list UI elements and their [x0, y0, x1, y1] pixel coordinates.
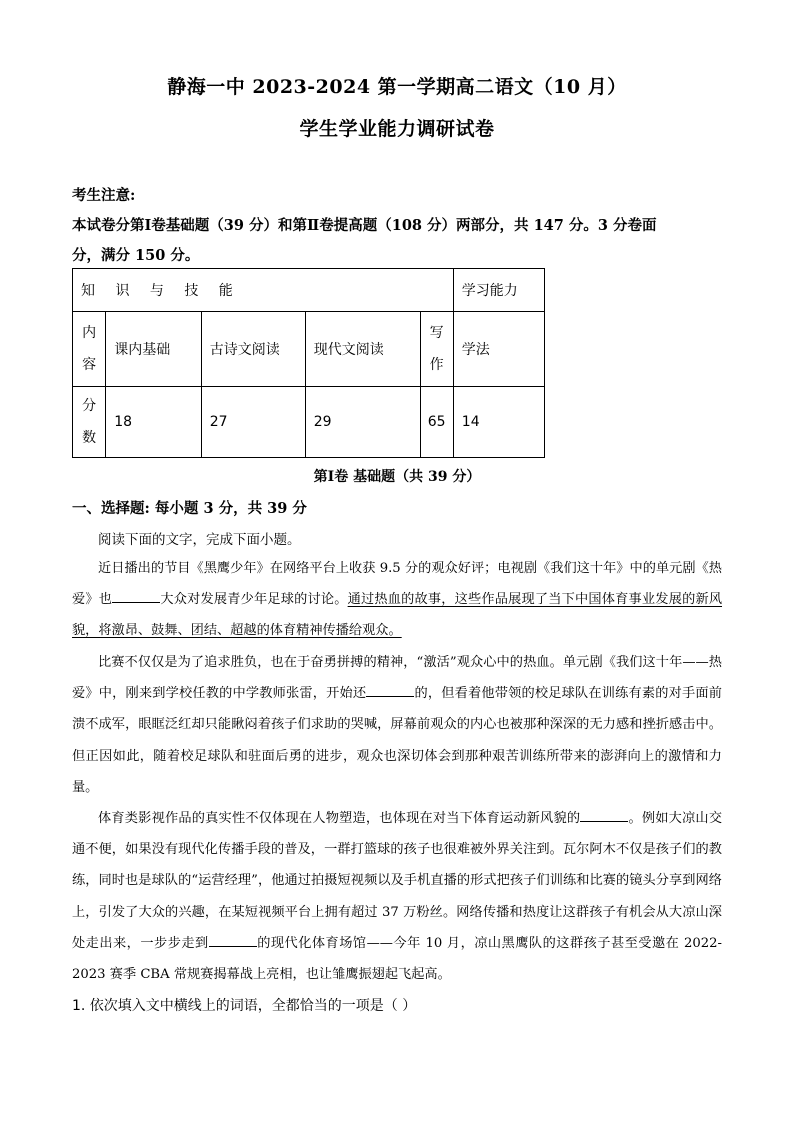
underlined-sentence: 通过热血的故事，这些作品展现了当下中国体育事业发展的新风貌，将激昂、鼓舞、团结、超越的体育精神传播给观众。	[72, 592, 723, 639]
table-cell: 14	[453, 387, 544, 458]
table-row	[73, 269, 545, 312]
paragraph-2: 比赛不仅仅是为了追求胜负，也在于奋勇拼搏的精神，“激活”观众心中的热血。单元剧《我们这十年——热爱》中，刚来到学校任教的中学教师张雷，开始还 的，但看着他带领的校足球队在训练有素的对手面前溃不成军，眼眶泛红却只能瞅闷着孩子们求助的哭喊，屏幕前观众的内心也被那种深深的无力感和挫折感击中。但正因如此，随着校足球队和驻面后勇的进步，观众也深切体会到那种艰苦训练所带来的澎湃向上的激情和力量。	[72, 655, 722, 795]
table-cell: 65	[420, 387, 453, 458]
table-row-label-score: 分 数	[73, 387, 106, 458]
title-line-2: 学生学业能力调研试卷	[299, 118, 495, 140]
table-row	[73, 387, 545, 458]
notice-line-2: 分，满分 150 分。	[72, 247, 200, 264]
notice-label: 考生注意:	[72, 187, 136, 204]
title-line-1: 静海一中 2023-2024 第一学期高二语文（10 月）	[167, 76, 627, 98]
table-cell: 18	[106, 387, 201, 458]
notice-line-1: 本试卷分第Ⅰ卷基础题（39 分）和第Ⅱ卷提高题（108 分）两部分，共 147 分。3 分卷面	[72, 217, 657, 234]
table-cell: 写 作	[420, 312, 453, 387]
fill-blank	[209, 934, 257, 947]
score-table	[72, 268, 545, 458]
paragraph-3: 体育类影视作品的真实性不仅体现在人物塑造，也体现在对当下体育运动新风貌的 。例如大凉山交通不便，如果没有现代化传播手段的普及，一群打篮球的孩子也很难被外界关注到。瓦尔阿木不仅是孩子们的教练，同时也是球队的“运营经理”，他通过拍摄短视频以及手机直播的形式把孩子们训练和比赛的镜头分享到网络上，引发了大众的兴趣，在某短视频平台上拥有超过 37 万粉丝。网络传播和热度让这群孩子有机会从大凉山深处走出来，一步步走到 的现代化体育场馆——今年 10 月，凉山黑鹰队的这群孩子甚至受邀在 2022-2023 赛季 CBA 常规赛揭幕战上亮相，也让雏鹰振翅起飞起高。	[72, 811, 723, 983]
table-row-label-content: 内 容	[73, 312, 106, 387]
question-1: 1. 依次填入文中横线上的词语，全都恰当的一项是（ ）	[72, 998, 417, 1014]
instruction-text: 阅读下面的文字，完成下面小题。	[98, 532, 301, 548]
table-header-ability: 学习能力	[453, 269, 544, 312]
table-row	[73, 312, 545, 387]
fill-blank	[580, 809, 628, 822]
table-cell: 学法	[453, 312, 544, 387]
fill-blank	[366, 684, 414, 697]
fill-blank	[112, 590, 160, 603]
table-cell: 古诗文阅读	[201, 312, 305, 387]
table-cell: 课内基础	[106, 312, 201, 387]
table-header-knowledge: 知 识 与 技 能	[73, 269, 454, 312]
paragraph-1: 近日播出的节目《黑鹰少年》在网络平台上收获 9.5 分的观众好评；电视剧《我们这十年》中的单元剧《热爱》也 大众对发展青少年足球的讨论。通过热血的故事，这些作品展现了当下中国体育事业发展的新风貌，将激昂、鼓舞、团结、超越的体育精神传播给观众。	[72, 561, 723, 639]
table-cell: 29	[305, 387, 420, 458]
section-title: 一、选择题: 每小题 3 分，共 39 分	[72, 500, 307, 517]
part-title: 第Ⅰ卷 基础题（共 39 分）	[313, 469, 481, 485]
table-cell: 27	[201, 387, 305, 458]
table-cell: 现代文阅读	[305, 312, 420, 387]
